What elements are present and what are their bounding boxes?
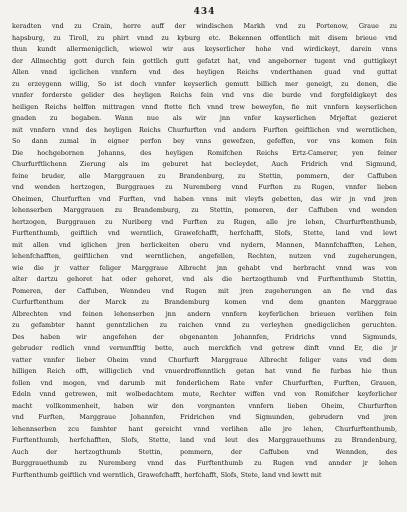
- text-line: Furftenthumb, herfchafften, Slofs, Stette, land vnd leut des Marggrauethums zu Brandenburg,: [12, 436, 397, 444]
- text-line: hertzogen, Burggrauen zu Nuriberg vnd Furften zu Rugen, alle jre lehen, Churfurftenthumb,: [12, 217, 397, 226]
- text-line: gnaden zu begaben. Wann nue als wir jnn vnfer kayserlichen Mrjeftat gezieret: [12, 114, 397, 122]
- text-line: Edeln vnnd getrewen, mit wolbedachtem mute, Rechter wiffen vnd von Romifcher keyferlicher: [12, 390, 397, 398]
- text-line: vnnfer forderste gelider des heyligen Reichs fein vnd vns die burde vnd forgfeldigkeyt des: [12, 91, 397, 99]
- text-line: vatter vnnfer lieber Oheim vnnd Churfurft Marggraue Albrecht feliger vans vnd dem: [12, 355, 397, 364]
- text-line: Curfurftenthum der Marck zu Brandemburg komen vnd dem gnanten Marggraue: [12, 298, 397, 306]
- text-line: vnd wenden hertzogen, Burggraues zu Nuremberg vnnd Furften zu Rugen, vnnfer lieben: [12, 183, 397, 191]
- text-line: zu erzeygenn willig, So ist doch vnnfer keyserlich gemutt billich mer geneigt, zu denen, die: [12, 79, 397, 88]
- text-line: lehenserben Marggrauen zu Brandemburg, zu Stettin, pomeren, der Caffuben vnd wenden: [12, 206, 397, 214]
- text-line: Allen vnnd igclichen vnnfern vnd des heyligen Reichs vnderthanen guad vnd guttat: [12, 68, 397, 76]
- text-line: gebruder redlich vnnd vernunfftig bette, auch merckfich vnd getrew dinft vnnd Er, die jr: [12, 344, 397, 352]
- text-line: Furftenthumb, geiftlich vnd werntlich, Grawefchafft, herfchafft, Slofs, Stette, land vnd lewt: [12, 229, 397, 237]
- text-line: lehennserben zcu famhter hant gereicht vnnd verlihen alle jre lehen, Churfurftenthumb,: [12, 424, 397, 433]
- text-line: Des haben wir angefehen der obgenanten Johannfen, Fridrichs vnnd Sigmunds,: [12, 332, 397, 341]
- text-line: zu gefambter hannt genntzlichen zu raichen vnnd zu verleyhen gnedigclichen geruchten.: [12, 321, 397, 329]
- text-line: der Allmechtig gott durch fein gottlich gutt gefatzt hat, vnd angeborner tugent vnd guttigkeyt: [12, 56, 397, 65]
- text-line: Furftenthumb geiftlich vnd werntlich, Grawefchafft, herfchafft, Slofs, Stete, land vnd lewtt mit: [12, 470, 322, 479]
- text-line: Pomeren, der Caffuben, Wenndeu vnd Rugen mit jren zugeherungen an fie vnd das: [12, 286, 397, 295]
- text-line: wie die jr vatter feliger Marggraue Albrecht jnn gehabt vnd herbracht vnnd was von: [12, 263, 397, 272]
- text-line: feine bruder, alle Marggrauen zu Brandenburg, zu Stettin, pommern, der Caffuben: [12, 171, 397, 180]
- text-line: thun kundt allermenigclich, wiewol wir aus keyserlicher hohe vnd wirdickeyt, darein vnns: [12, 45, 397, 53]
- text-line: So dann zumal in eigner perfon bey vnns gewefzen, gefeffen, vor vns komen fein: [12, 137, 397, 145]
- text-line: macht vollkommenheit, haben wir den vorgnanten vnnfern lieben Oheim, Churfurften: [12, 401, 397, 410]
- text-line: mit vnnfern vnnd des heyligen Reichs Churfurften vnd andern Furften geiftlichen vnd werntlichen,: [12, 125, 397, 134]
- text-line: Oheimen, Churfurften vnd Furften, vnd haben vnns mit vleyfs gebetten, das wir jn vnd jren: [12, 194, 397, 203]
- text-line: alter dartzu gehoret hat oder gehoret, vnd als die hertzogthumb vnd Furftenthumb Stettin,: [12, 275, 397, 283]
- body-text: [12, 21, 397, 481]
- text-line: Die hochgebornen Johanns, des heyligen Romifchen Reichs Ertz-Camerer, yen feiner: [12, 148, 397, 157]
- text-line: Auch der hertzogthumb Stettin, pommern, der Caffuben vnd Wennden, des: [12, 447, 397, 456]
- text-line: lehenfchafften, geiftlichen vnd werntlichen, angefellen, Rechten, nutzen vnd zugeherungen,: [12, 252, 397, 260]
- text-line: Burggrauethumb zu Nuremberg vnnd das Furftenthumb zu Rugen vnd annder jr lehen: [12, 459, 397, 467]
- text-line: vnd Furften, Marggraue Johannfen, Fridrichen vnd Sigmunden, gebrudern vnd jren: [12, 413, 397, 421]
- text-line: follen vnd mogen, vnd darumb mit fonderlichem Rate vnfer Churfurften, Furften, Grauen,: [12, 378, 397, 387]
- text-line: Churfurftlichenn Zierung als im geburet hat becleydet, Auch Fridrich vnd Sigmund,: [12, 160, 397, 168]
- text-line: hapsburg, zu Tiroll, zu phirt vnnd zu kyburg etc. Bekennen offentlich mit disem brieue vnd: [12, 33, 397, 42]
- text-line: Albrechten vnd feinen lehenserben jnn andern vnnfern keyferlichen brieuen verlihen fein: [12, 309, 397, 318]
- page-number: 434: [193, 7, 216, 17]
- text-line: heiligen Reichs helffen mittragen vnnd ftette fich vnnd trew beweyfen, fie mit vnnfern keyserlichen: [12, 102, 397, 111]
- text-line: hilligen Reich offt, willigclich vnd vnuerdroffenntlich getan hat vnnd fie furbas hie thun: [12, 367, 397, 375]
- text-line: keradten vnd zu Crain, herre auff der windischen Markh vnd zu Portenow, Graue zu: [12, 22, 397, 30]
- text-line: mit allen vnd iglichen jren herlickeiten oberu vnd nydern, Mannen, Mannfchafften, Lehen,: [12, 240, 397, 249]
